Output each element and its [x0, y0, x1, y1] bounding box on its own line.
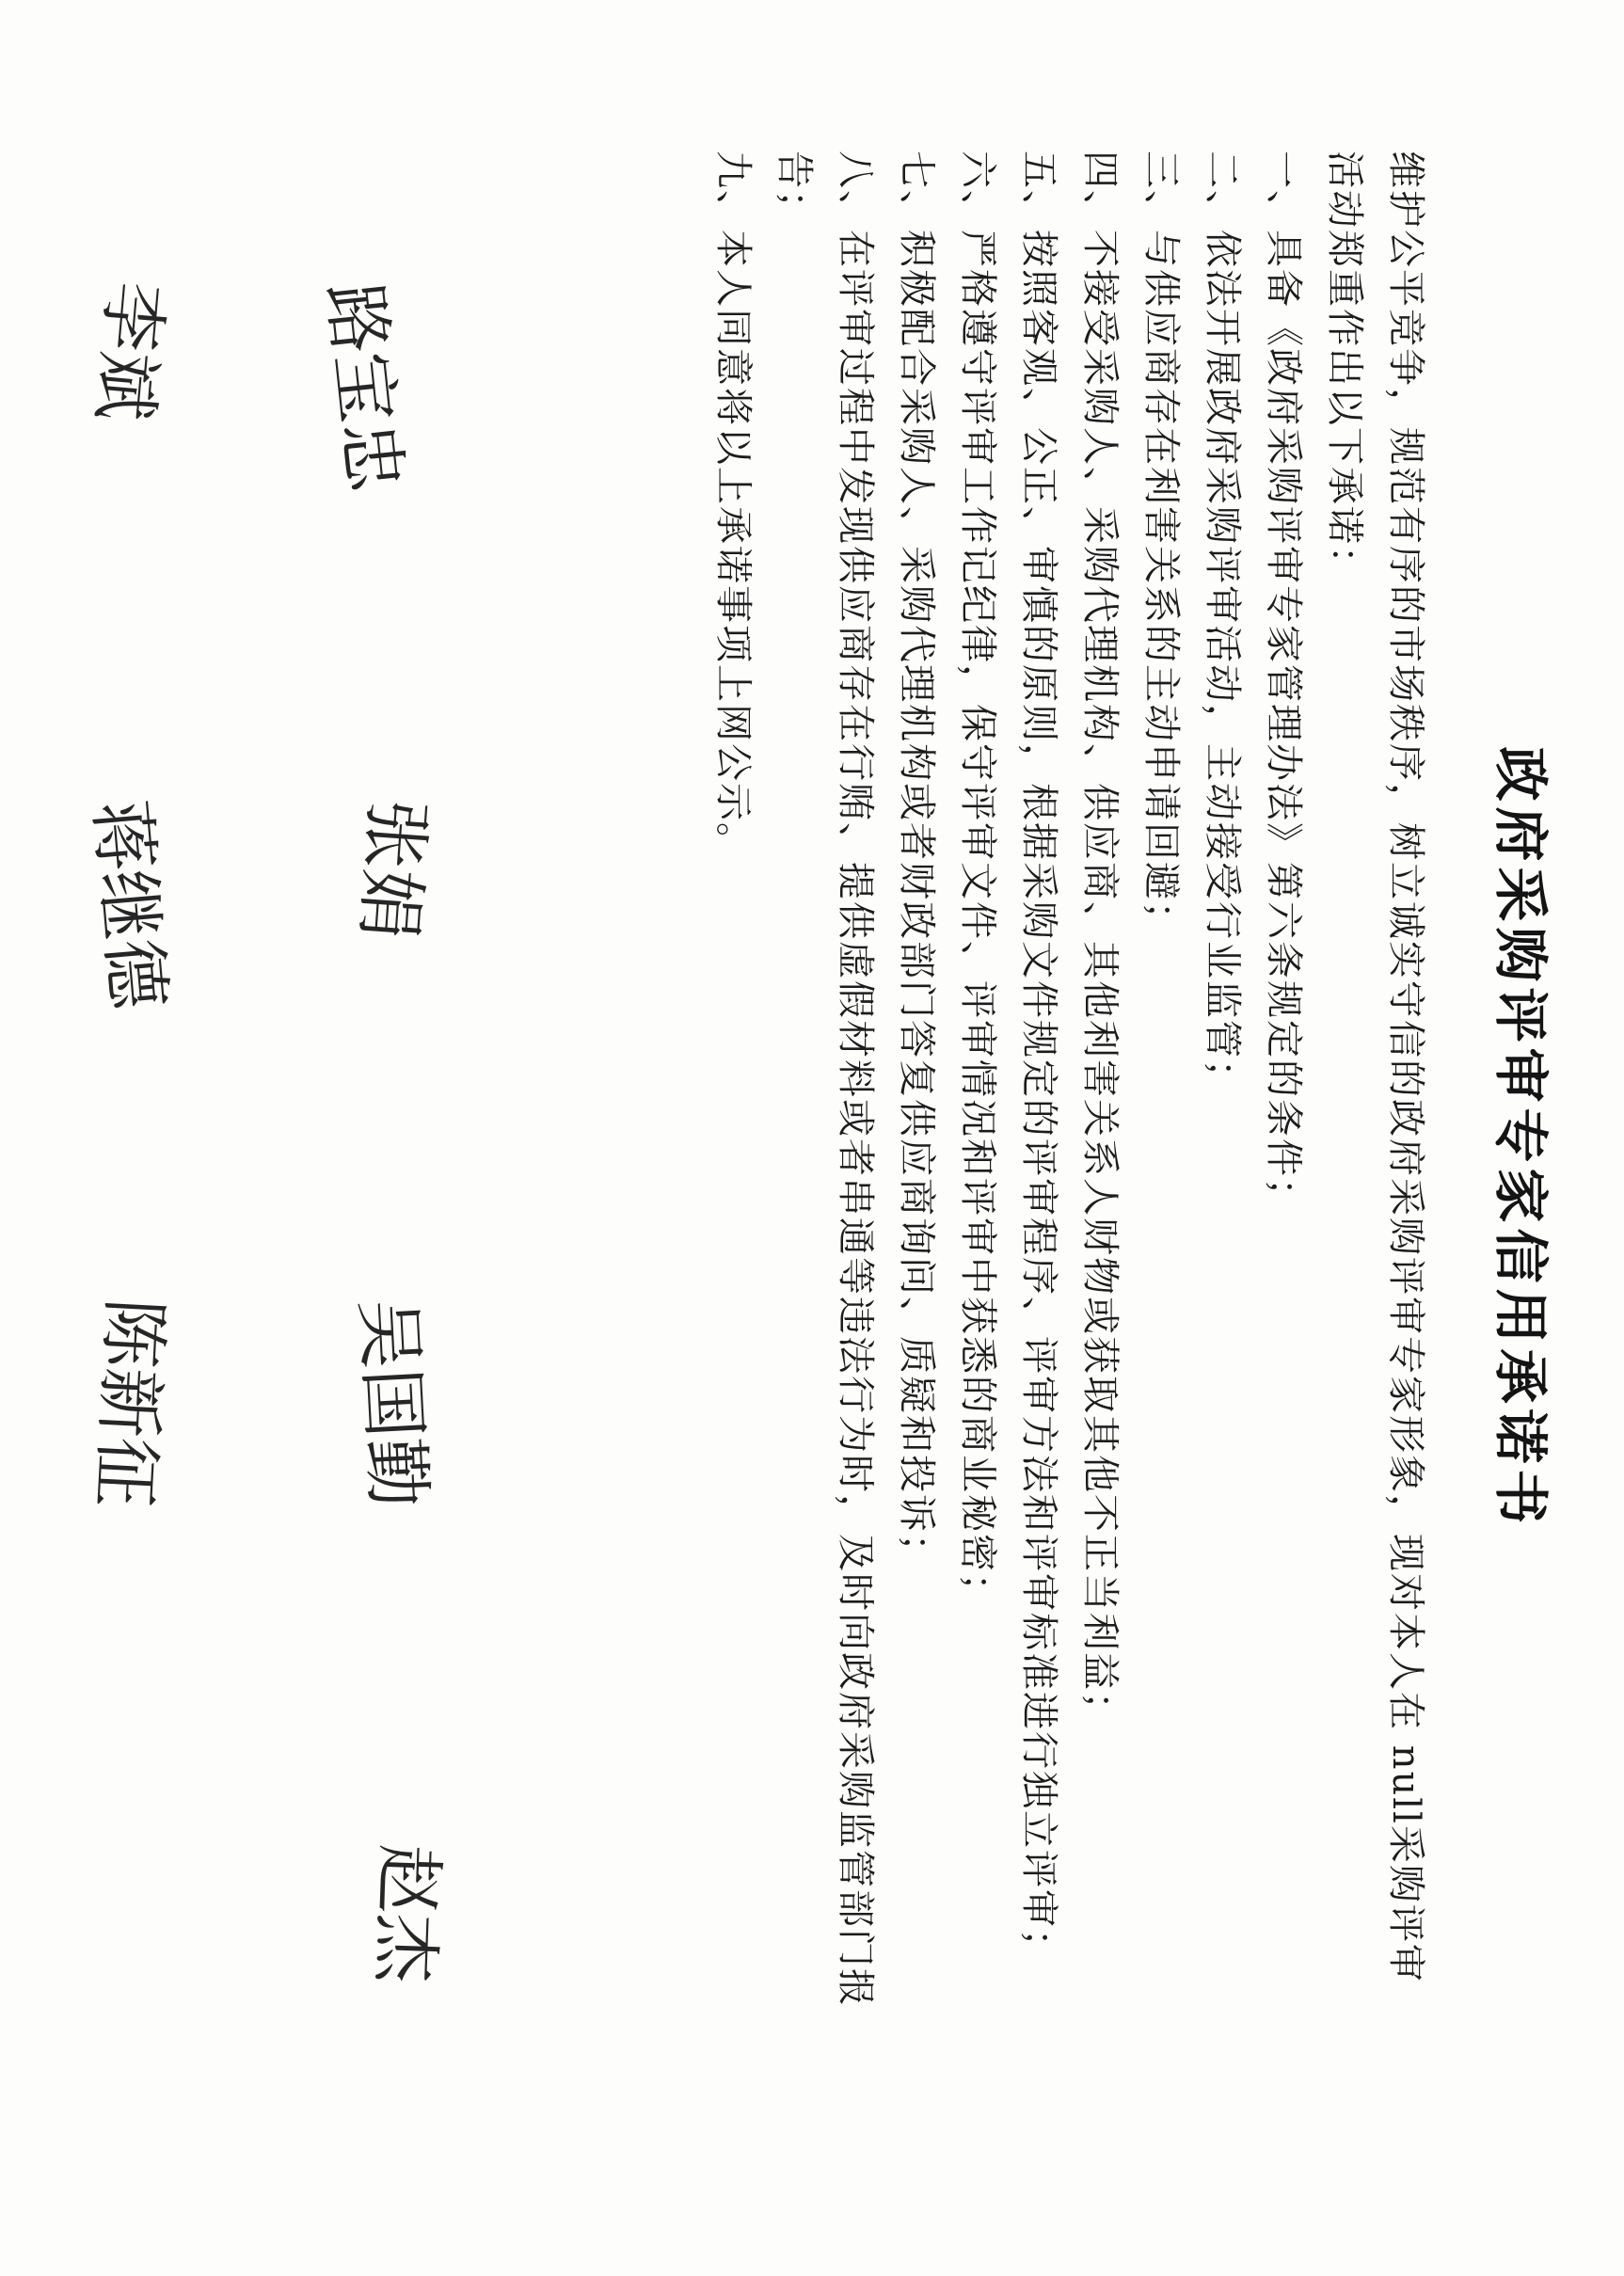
commitment-item-8: 八、在评审过程中发现供应商存在行贿、提供虚假材料或者串通等违法行为时，及时向政府采购监管部门报 — [834, 151, 877, 2008]
signature-5: 李斌 — [82, 279, 176, 424]
signature-3: 吴国勤 — [346, 1297, 438, 1510]
commitment-item-5: 五、按照客观、公正、审慎的原则，根据采购文件规定的评审程序、评审方法和评审标准进行独立评审； — [1017, 151, 1060, 1968]
document-body — [702, 151, 1436, 2220]
signature-2: 张娟 — [346, 796, 438, 942]
commitment-item-1: 一、具备《政府采购评审专家管理办法》第六条规定的条件； — [1262, 151, 1305, 1218]
signature-7: 陈新征 — [83, 1296, 175, 1509]
intro-line-1: 维护公平竞争，规范有序的市场秩序，树立诚实守信的政府采购评审专家形象，现对本人在 null采购评审 — [1384, 151, 1427, 1983]
commitment-item-6: 六、严格遵守评审工作记纪律，保守评审文件、评审情况和评审中获悉的商业秘密； — [956, 151, 999, 1613]
commitment-item-7: 七、积极配合采购人、采购代理机构或者财政部门答复供应商询问、质疑和投诉； — [895, 151, 938, 1573]
commitment-item-2: 二、依法开展政府采购评审活动，主动接受行业监管； — [1201, 151, 1244, 1099]
commitment-item-4: 四、不接受采购人、采购代理机构、供应商、其他利害关系人财物或获取其他不正当利益； — [1078, 151, 1122, 1731]
commitment-item-9: 九、本人同意将以上承诺事项上网公示。 — [711, 151, 755, 862]
document-title: 政府采购评审专家信用承诺书 — [1489, 746, 1552, 1530]
signature-4: 赵杰 — [363, 1842, 450, 1985]
intro-line-2: 活动郑重作出以下承诺： — [1323, 151, 1366, 585]
signature-1: 路宝忠 — [312, 279, 416, 496]
commitment-item-3: 三、与供应商存在利害关系的主动申请回避； — [1139, 151, 1183, 941]
commitment-item-8-cont: 告； — [772, 151, 816, 230]
signature-6: 蒋继德 — [79, 797, 179, 1012]
